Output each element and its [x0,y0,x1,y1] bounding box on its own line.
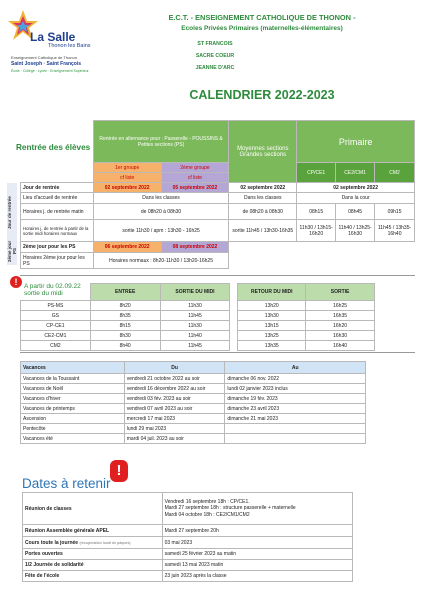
table-row [21,374,366,384]
group1-label: 1er groupe [93,163,161,173]
row-label: Horaires 2ème jour pour les PS [21,253,94,269]
side-label-jour: Jour de rentrée [7,183,17,243]
table-row [21,384,366,394]
ps-date1: 06 septembre 2022 [93,242,161,253]
cell: dimanche 21 mai 2023 [225,414,366,424]
cell: 11h30 [160,301,230,311]
cell: vendredi 07 avril 2023 au soir [124,404,225,414]
date-group2: 05 septembre 2022 [161,183,229,193]
cell: 11h45 [160,311,230,321]
table-row [23,571,353,582]
lieu-alternance: Dans les classes [93,193,229,204]
cell: dimanche 06 nov. 2022 [225,374,366,384]
table-row [21,253,415,269]
col-ce2: CE2/CM1 [336,163,375,183]
cell: 16h40 [306,341,375,351]
cell: vendredi 16 décembre 2022 au soir [124,384,225,394]
cell: 11h30 [160,321,230,331]
horaires-title: A partir du 02.09.22 sortie du midi [24,283,81,297]
date-value: Mardi 27 septembre 20h [162,525,352,537]
vacances-table [20,361,366,444]
table-row [21,311,375,321]
midi-cm2: 11h45 / 13h35-16h40 [375,220,415,242]
site-sacre-coeur: SACRE COEUR [195,53,235,59]
cell: 13h20 [238,301,306,311]
cell: 13h35 [238,341,306,351]
date-group1: 02 septembre 2022 [93,183,161,193]
vacance-name: Ascension [21,414,125,424]
vacance-name: Vacances de Noël [21,384,125,394]
vacance-name: Pentecôte [21,424,125,434]
col-cp: CP/CE1 [297,163,336,183]
table-row [23,537,353,549]
site-jeanne-darc: JEANNE D'ARC [195,65,235,71]
table-row [21,434,366,444]
cell: 16h30 [306,331,375,341]
class-label: GS [21,311,91,321]
ps-date2: 08 septembre 2022 [161,242,229,253]
cell [225,424,366,434]
group1-note: cf liste [93,173,161,183]
date-value: samedi 25 février 2023 au matin [162,549,352,560]
col-alternance: Rentrée en alternance pour : Passerelle - POUSSINS & Petites sections (PS) [93,121,229,163]
matin-cm2: 09h15 [375,204,415,220]
cell: lundi 29 mai 2023 [124,424,225,434]
lieu-moyennes: Dans les classes [229,193,297,204]
class-label: CP-CE1 [21,321,91,331]
table-row [21,301,375,311]
school-logo [8,8,112,78]
date-value: 03 mai 2023 [162,537,352,549]
col-sortie: SORTIE [306,284,375,301]
col-sortie-midi: SORTIE DU MIDI [160,284,230,301]
cell [225,434,366,444]
cell: dimanche 19 fév. 2023 [225,394,366,404]
col-moyennes: Moyennes sections Grandes sections [229,121,297,183]
cell: 8h40 [90,341,160,351]
table-row [21,321,375,331]
lieu-primaire: Dans la cour [297,193,415,204]
table-row [21,394,366,404]
class-label: CM2 [21,341,91,351]
cell: vendredi 03 fév. 2023 au soir [124,394,225,404]
cell: 13h25 [238,331,306,341]
cell: 16h25 [306,301,375,311]
table-row [21,204,415,220]
vacance-name: Vacances de printemps [21,404,125,414]
date-label: Fête de l'école [23,571,163,582]
table-row [23,549,353,560]
col-au: Au [225,362,366,374]
exclamation-icon: ! [110,460,128,482]
rentree-table [20,120,415,269]
date-primaire: 02 septembre 2022 [297,183,415,193]
vacance-name: Vacances été [21,434,125,444]
group2-note: cf liste [161,173,229,183]
cell: mercredi 17 mai 2023 [124,414,225,424]
matin-alternance: de 08h20 à 08h30 [93,204,229,220]
midi-ce2: 11h40 / 13h25-16h30 [336,220,375,242]
cell: 16h35 [306,311,375,321]
date-label: Portes ouvertes [23,549,163,560]
date-label: Cours toute la journée [25,539,79,546]
page-title: CALENDRIER 2022-2023 [189,88,335,102]
header-line2: Ecoles Privées Primaires (maternelles-élémentaires) [181,25,343,32]
date-moyennes: 02 septembre 2022 [229,183,297,193]
table-row [21,183,415,193]
matin-moyennes: de 08h20 à 08h30 [229,204,297,220]
cell: 11h45 [160,341,230,351]
cell: 16h20 [306,321,375,331]
col-primaire: Primaire [297,121,415,163]
logo-institution: Enseignement Catholique de Thonon [11,55,77,60]
date-label: 1/2 Journée de solidarité [23,560,163,571]
table-row [21,424,366,434]
midi-cp: 11h30 / 13h15-16h20 [297,220,336,242]
ps-horaires: Horaires normaux : 8h20-11h30 / 13h20-16h25 [93,253,229,269]
cell: 13h15 [238,321,306,331]
table-row [21,404,366,414]
row-label: Lieu d'accueil de rentrée [21,193,94,204]
cell: lundi 02 janvier 2023 inclus [225,384,366,394]
group2-label: 2ème groupe [161,163,229,173]
header-line1: E.C.T. - ENSEIGNEMENT CATHOLIQUE DE THONON - [168,13,356,22]
cell: dimanche 23 avril 2023 [225,404,366,414]
col-du: Du [124,362,225,374]
date-label-cell [23,537,163,549]
divider [20,275,415,276]
vacance-name: Vacances de la Toussaint [21,374,125,384]
logo-sub: Thonon les Bains [48,43,91,49]
cell: 8h15 [90,321,160,331]
date-hint: (récupération lundi de pâques) [79,540,131,545]
row-label: Horaires j. de rentrée à partir de la sortie midi horaires normaux [21,220,94,242]
exclamation-icon: ! [10,276,22,288]
table-row [21,414,366,424]
table-row [21,242,415,253]
matin-cp: 08h15 [297,204,336,220]
cell: 8h20 [90,301,160,311]
date-value: samedi 13 mai 2023 matin [162,560,352,571]
class-label: PS-MS [21,301,91,311]
col-retour-midi: RETOUR DU MIDI [238,284,306,301]
cell: 8h30 [90,331,160,341]
col-cm2: CM2 [375,163,415,183]
row-label: Horaires j. de rentrée matin [21,204,94,220]
cell: 13h30 [238,311,306,321]
table-row [23,493,353,525]
date-label: Réunion de classes [23,493,163,525]
midi-moyennes: sortie 11h45 / 13h30-16h35 [229,220,297,242]
col-entree: ENTREE [90,284,160,301]
logo-school: Saint Joseph · Saint François [11,61,82,67]
table-row [21,220,415,242]
site-st-francois: ST FRANCOIS [197,41,233,47]
dates-title: Dates à retenir [22,476,111,491]
table-row [21,331,375,341]
midi-alternance: sortie 11h30 / apm : 13h30 - 16h25 [93,220,229,242]
table-row [23,560,353,571]
matin-ce2: 08h45 [336,204,375,220]
divider [20,352,415,353]
date-label: Réunion Assemblée générale APEL [23,525,163,537]
row-label: 2ème jour pour les PS [21,242,94,253]
table-row [23,525,353,537]
logo-tagline: École · Collège · Lycée · Enseignement Supérieur [11,69,89,73]
date-value: Vendredi 16 septembre 18h : CP/CE1. Mardi 27 septembre 18h : structure passerelle + maternelle Mardi 04 octobre 18h : CE2/CM1/CM2 [162,493,352,525]
horaires-table [20,283,375,351]
class-label: CE2-CM1 [21,331,91,341]
col-vacances: Vacances [21,362,125,374]
row-label: Jour de rentrée [21,183,94,193]
dates-table [22,492,353,582]
vacance-name: Vacances d'hiver [21,394,125,404]
side-label-ps: 2ème jour PS [7,237,17,265]
cell: 11h40 [160,331,230,341]
rentree-title: Rentrée des élèves [16,143,91,152]
cell: 8h35 [90,311,160,321]
logo-name: La Salle [30,30,76,44]
table-row [21,193,415,204]
date-value: 23 juin 2023 après la classe [162,571,352,582]
cell: mardi 04 juil. 2023 au soir [124,434,225,444]
cell: vendredi 21 octobre 2022 au soir [124,374,225,384]
table-row [21,341,375,351]
